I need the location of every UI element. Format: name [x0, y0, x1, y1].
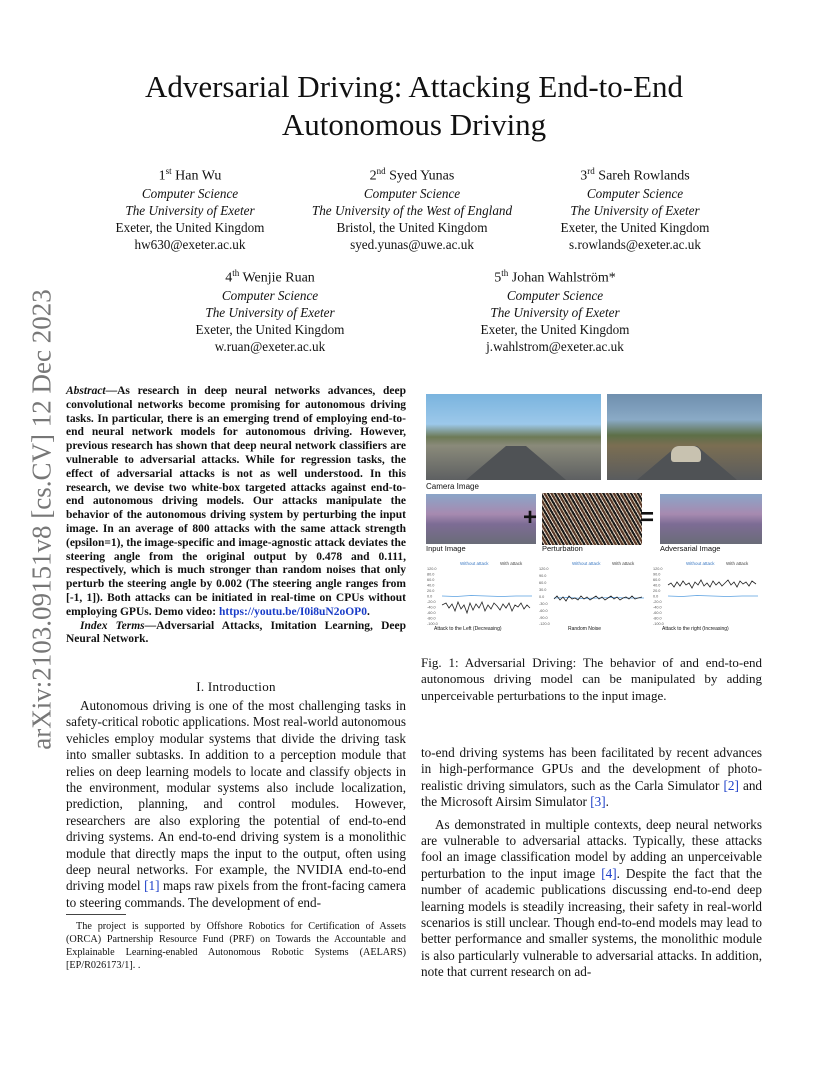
svg-text:0.0: 0.0	[653, 594, 659, 599]
svg-text:-60.0: -60.0	[427, 611, 436, 615]
svg-text:-120.0: -120.0	[539, 622, 550, 626]
adversarial-image-label: Adversarial Image	[660, 544, 721, 553]
author-dept: Computer Science	[221, 287, 319, 303]
author-email: hw630@exeter.ac.uk	[134, 236, 246, 252]
author-block-5	[455, 265, 655, 355]
legend-without: Without attack	[572, 561, 601, 566]
svg-text:60.0: 60.0	[539, 581, 547, 585]
chart-caption: Attack to the Left (Decreasing)	[434, 626, 502, 631]
author-univ: The University of the West of England	[311, 202, 513, 218]
author-email: syed.yunas@uwe.ac.uk	[350, 236, 474, 252]
author-name: 2nd Syed Yunas	[369, 166, 455, 184]
equals-sign: =	[640, 504, 655, 531]
svg-text:80.0: 80.0	[427, 572, 435, 577]
title-line-2: Autonomous Driving	[281, 107, 547, 142]
series-without-attack	[442, 596, 532, 597]
chart-random-noise-svg	[538, 559, 646, 631]
svg-text:20.0: 20.0	[427, 589, 435, 593]
author-location: Exeter, the United Kingdom	[560, 219, 710, 235]
footnote-rule	[66, 914, 126, 915]
citation-link[interactable]: [3]	[590, 794, 606, 810]
legend-with: With attack	[500, 561, 523, 566]
author-email: w.ruan@exeter.ac.uk	[214, 338, 326, 354]
author-univ: The University of Exeter	[125, 202, 255, 218]
svg-text:120.0: 120.0	[653, 567, 663, 571]
legend-with: With attack	[612, 561, 635, 566]
svg-text:20.0: 20.0	[653, 589, 661, 593]
author-univ: The University of Exeter	[570, 202, 700, 218]
author-dept: Computer Science	[141, 185, 239, 201]
series-with-attack	[668, 580, 756, 588]
author-email: j.wahlstrom@exeter.ac.uk	[486, 338, 624, 354]
perturbation-label: Perturbation	[542, 544, 583, 553]
citation-link[interactable]: [4]	[601, 865, 617, 881]
abstract: Abstract—As research in deep neural networks advances, deep convolutional networks become promising for autonomous driving tasks. In particular, there is an emerging trend of employing end-to-end neural network models for autonomous driving. However, previous research has shown that deep neural network classifiers are vulnerable to adversarial attacks. While for regression tasks, the effect of adversarial attacks is not as well understood. In this research, we devise two white-box targeted attacks against end-to-end autonomous driving models. Our attacks manipulate the behavior of the autonomous driving system by perturbing the input image. In an average of 800 attacks with the same attack strength (epsilon=1), the image-specific and image-agnostic attack deviates the steering angle from the original output by 0.478 and 0.111, respectively, which is much stronger than random noises that only perturb the steering angle by 0.002 (The steering angle ranges from [-1, 1]). Both attacks can be initiated in real-time on CPUs without employing GPUs. Demo video: https://youtu.be/I0i8uN2oOP0. Index Terms—Adversarial Attacks, Imitation Learning, Deep Neural Network.	[66, 385, 407, 646]
svg-text:-20.0: -20.0	[653, 600, 662, 604]
author-name: 4th Wenjie Ruan	[225, 268, 315, 286]
input-image	[426, 494, 536, 544]
svg-text:-40.0: -40.0	[653, 605, 662, 610]
svg-text:-30.0: -30.0	[539, 602, 548, 606]
chart-caption: Random Noise	[568, 626, 602, 631]
author-dept: Computer Science	[506, 287, 604, 303]
author-name: 3rd Sareh Rowlands	[580, 166, 690, 184]
paper-title	[60, 68, 768, 144]
index-terms-text: —Adversarial Attacks, Imitation Learning, Deep Neural Network.	[66, 619, 406, 646]
svg-text:-40.0: -40.0	[427, 605, 436, 610]
chart-attack-right-svg	[652, 559, 760, 631]
camera-image-right	[607, 394, 762, 480]
chart-attack-right	[652, 559, 760, 631]
arxiv-stamp	[22, 284, 62, 764]
author-location: Exeter, the United Kingdom	[480, 321, 630, 337]
title-line-1: Adversarial Driving: Attacking End-to-End	[144, 69, 684, 104]
svg-text:-90.0: -90.0	[539, 616, 548, 620]
legend-with: With attack	[726, 561, 749, 566]
yticks	[427, 567, 438, 626]
perturbation-image	[542, 493, 642, 545]
svg-text:-20.0: -20.0	[427, 600, 436, 604]
svg-text:90.0: 90.0	[539, 574, 547, 578]
svg-text:-100.0: -100.0	[427, 622, 438, 626]
author-block-3	[535, 163, 735, 253]
svg-text:-60.0: -60.0	[653, 611, 662, 615]
camera-image-label: Camera Image	[426, 482, 479, 491]
svg-text:40.0: 40.0	[427, 583, 435, 588]
figure-caption: Fig. 1: Adversarial Driving: The behavior of and end-to-end autonomous driving model can be manipulated by adding unperceivable perturbations to the input image.	[421, 655, 762, 703]
author-location: Exeter, the United Kingdom	[195, 321, 345, 337]
chart-attack-left	[426, 559, 534, 631]
svg-text:120.0: 120.0	[539, 567, 549, 571]
series-without-attack	[668, 596, 758, 597]
author-location: Bristol, the United Kingdom	[336, 219, 488, 235]
index-terms-label: Index Terms	[80, 619, 145, 632]
series-with-attack	[442, 602, 530, 613]
svg-text:-100.0: -100.0	[653, 622, 664, 626]
yticks	[653, 567, 664, 626]
section-heading: I. Introduction	[196, 679, 276, 694]
chart-random-noise	[538, 559, 646, 631]
author-dept: Computer Science	[363, 185, 461, 201]
svg-text:0.0: 0.0	[539, 595, 545, 599]
author-name: 1st Han Wu	[158, 166, 222, 184]
intro-text: Autonomous driving is one of the most challenging tasks in safety-critical robotic applications. Most real-world autonomous vehicles employ modular systems that divide the driving task into smaller subtasks. In addition to a perception module that relies on deep learning models to locate and classify objects in the environment, modular systems also include localization, prediction, planning, and control modules. However, researchers are also exploring the potential of end-to-end driving systems. An end-to-end driving system is a monolithic module that directly maps the input to the output, often using deep neural networks. For example, the NVIDIA end-to-end driving model [1] maps raw pixels from the front-facing camera to steering commands. The development of end-	[66, 698, 406, 910]
author-univ: The University of Exeter	[490, 304, 620, 320]
author-location: Exeter, the United Kingdom	[115, 219, 265, 235]
svg-text:-60.0: -60.0	[539, 609, 548, 613]
citation-link[interactable]: [2]	[723, 777, 739, 793]
camera-image-left	[426, 394, 601, 480]
author-block-2	[298, 163, 526, 253]
abstract-label: Abstract	[66, 385, 106, 397]
right-column-text: to-end driving systems has been facilitated by recent advances in high-performance GPUs and the development of photo-realistic driving simulators, such as the Carla Simulator [2] and the Microsoft Airsim Simulator [3]. As demonstrated in multiple contexts, deep neural networks are vulnerable to adversarial attacks. Typically, these attacks fool an image classification model by adding an unperceivable perturbation to the input image [4]. Despite the fact that the number of academic publications discussing end-to-end deep learning models is steadily increasing, their safety in real-world scenarios is still unclear. Though end-to-end models may lead to better performance and smaller systems, the monolithic module is also particularly vulnerable to adversarial attacks. In addition, note that current research on ad-	[421, 745, 763, 980]
citation-link[interactable]: [1]	[144, 878, 160, 894]
author-name: 5th Johan Wahlström*	[494, 268, 616, 286]
footnote: The project is supported by Offshore Robotics for Certification of Assets (ORCA) Partnership Resource Fund (PRF) on Towards the Accountable and Explainable Learning-enabled Autonomous Robotic Systems (AELARS) [EP/R026173/1]. .	[66, 921, 406, 971]
chart-attack-left-svg	[426, 559, 534, 631]
author-block-4	[170, 265, 370, 355]
svg-text:90.0: 90.0	[653, 572, 661, 577]
chart-caption: Attack to the right (Increasing)	[662, 626, 729, 631]
demo-video-link[interactable]: https://youtu.be/I0i8uN2oOP0	[219, 605, 367, 618]
author-dept: Computer Science	[586, 185, 684, 201]
legend-without: Without attack	[460, 561, 489, 566]
svg-text:-80.0: -80.0	[653, 616, 662, 621]
author-univ: The University of Exeter	[205, 304, 335, 320]
svg-text:120.0: 120.0	[427, 567, 437, 571]
plus-sign: +	[523, 504, 538, 531]
svg-text:-80.0: -80.0	[427, 616, 436, 621]
svg-text:0.0: 0.0	[427, 594, 433, 599]
adversarial-image	[660, 494, 762, 544]
abstract-text: —As research in deep neural networks advances, deep convolutional networks become promising for autonomous driving tasks. In particular, there is an emerging trend of employing end-to-end neural network models for autonomous driving. However, previous research has shown that deep neural network classifiers are vulnerable to adversarial attacks. While for regression tasks, the effect of adversarial attacks is not as well understood. In this research, we devise two white-box targeted attacks against end-to-end autonomous driving models. Our attacks manipulate the behavior of the autonomous driving system by perturbing the input image. In an average of 800 attacks with the same attack strength (epsilon=1), the image-specific and image-agnostic attack deviates the steering angle from the original output by 0.478 and 0.111, respectively, which is much stronger than random noises that only perturb the steering angle by 0.002 (The steering angle ranges from [-1, 1]). Both attacks can be initiated in real-time on CPUs without employing GPUs. Demo video:	[66, 385, 407, 618]
svg-text:60.0: 60.0	[653, 578, 661, 582]
arxiv-stamp-text: arXiv:2103.09151v8 [cs.CV] 12 Dec 2023	[26, 289, 57, 750]
author-email: s.rowlands@exeter.ac.uk	[569, 236, 701, 252]
figure-1	[424, 394, 764, 644]
legend-without: Without attack	[686, 561, 715, 566]
series-with-attack	[554, 596, 642, 601]
author-block-1	[90, 163, 290, 253]
svg-text:60.0: 60.0	[427, 578, 435, 582]
yticks	[539, 567, 550, 626]
svg-text:30.0: 30.0	[539, 588, 547, 592]
svg-text:40.0: 40.0	[653, 583, 661, 588]
input-image-label: Input Image	[426, 544, 466, 553]
